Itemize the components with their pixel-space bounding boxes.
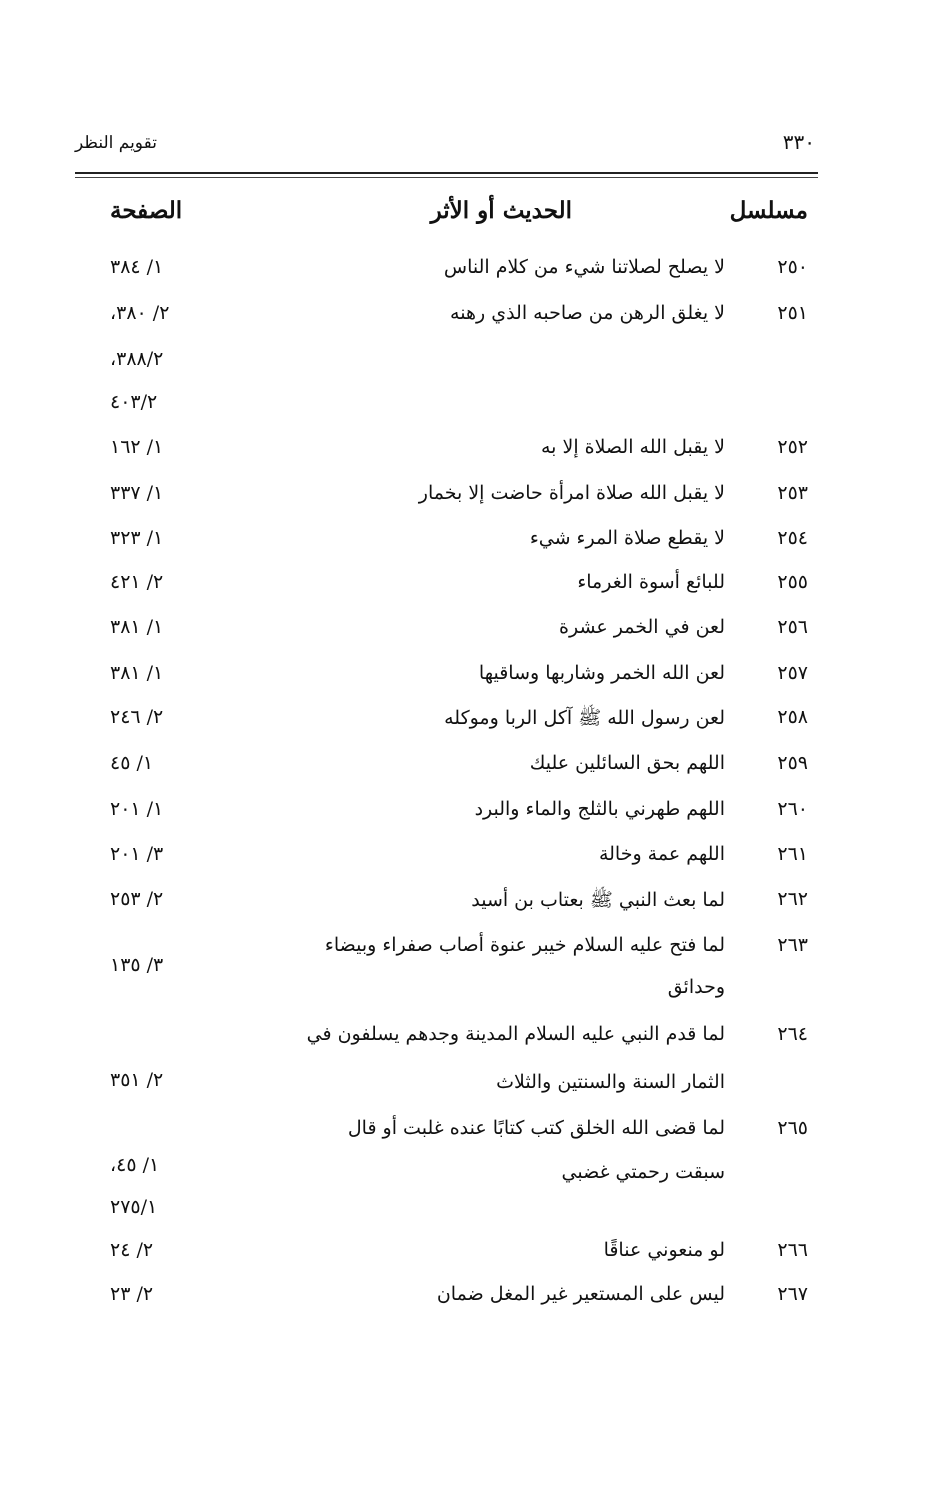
serial-number: ٢٥٣ bbox=[777, 482, 808, 504]
hadith-text: اللهم عمة وخالة bbox=[598, 843, 725, 865]
serial-number: ٢٦٧ bbox=[777, 1283, 808, 1305]
hadith-text: لما بعث النبي ﷺ بعتاب بن أسيد bbox=[471, 889, 725, 911]
serial-number: ٢٦٣ bbox=[777, 934, 808, 956]
page-reference: ،٣٨٠ /٢ bbox=[110, 302, 170, 324]
serial-number: ٢٥٤ bbox=[777, 527, 808, 549]
page-number: ٣٣٠ bbox=[782, 130, 815, 154]
serial-number: ٢٥٥ bbox=[777, 571, 808, 593]
hadith-text: سبقت رحمتي غضبي bbox=[561, 1161, 725, 1183]
page-reference: ٣٢٣ /١ bbox=[110, 527, 164, 549]
page-reference: ٢٥٣ /٢ bbox=[110, 888, 164, 910]
column-header-serial: مسلسل bbox=[729, 197, 808, 224]
hadith-text: لعن في الخمر عشرة bbox=[559, 616, 725, 638]
serial-number: ٢٥٢ bbox=[777, 436, 808, 458]
hadith-text: لا يقبل الله صلاة امرأة حاضت إلا بخمار bbox=[418, 482, 725, 504]
hadith-text: اللهم طهرني بالثلج والماء والبرد bbox=[474, 798, 725, 820]
page-reference: ٢٤ /٢ bbox=[110, 1239, 154, 1261]
serial-number: ٢٥٧ bbox=[777, 662, 808, 684]
hadith-text: لا يقطع صلاة المرء شيء bbox=[529, 527, 725, 549]
page-reference: ٢٣ /٢ bbox=[110, 1283, 154, 1305]
serial-number: ٢٥٠ bbox=[777, 256, 808, 278]
hadith-text: لو منعوني عناقًا bbox=[603, 1239, 725, 1261]
page-reference: ٣٥١ /٢ bbox=[110, 1069, 164, 1091]
page-reference: ٣٣٧ /١ bbox=[110, 482, 164, 504]
page-reference: ٢٠١ /١ bbox=[110, 798, 164, 820]
hadith-text: لعن الله الخمر وشاربها وساقيها bbox=[478, 662, 725, 684]
serial-number: ٢٦٢ bbox=[777, 888, 808, 910]
page-reference: ،٣٨٨/٢ bbox=[110, 348, 164, 370]
header-rule bbox=[75, 172, 818, 174]
column-header-text: الحديث أو الأثر bbox=[430, 197, 572, 224]
page-reference: ٤٢١ /٢ bbox=[110, 571, 164, 593]
page-reference: ٢٧٥/١ bbox=[110, 1196, 158, 1218]
serial-number: ٢٦٥ bbox=[777, 1117, 808, 1139]
hadith-text: لما فتح عليه السلام خيبر عنوة أصاب صفراء وبيضاء bbox=[324, 934, 725, 956]
header-rule-thin bbox=[75, 177, 818, 178]
page-reference: ٢٠١ /٣ bbox=[110, 843, 164, 865]
page-reference: ٣٨٤ /١ bbox=[110, 256, 164, 278]
serial-number: ٢٥٨ bbox=[777, 706, 808, 728]
serial-number: ٢٦٠ bbox=[777, 798, 808, 820]
page-reference: ١٦٢ /١ bbox=[110, 436, 164, 458]
hadith-text: لعن رسول الله ﷺ آكل الربا وموكله bbox=[444, 707, 725, 729]
hadith-text: اللهم بحق السائلين عليك bbox=[529, 752, 725, 774]
serial-number: ٢٦٦ bbox=[777, 1239, 808, 1261]
running-title: تقويم النظر bbox=[75, 133, 157, 153]
page-reference: ٤٠٣/٢ bbox=[110, 391, 158, 413]
serial-number: ٢٥١ bbox=[777, 302, 808, 324]
hadith-text: الثمار السنة والسنتين والثلاث bbox=[496, 1071, 725, 1093]
page-reference: ١٣٥ /٣ bbox=[110, 954, 164, 976]
hadith-text: لا يقبل الله الصلاة إلا به bbox=[540, 436, 725, 458]
serial-number: ٢٦١ bbox=[777, 843, 808, 865]
hadith-text: لا يصلح لصلاتنا شيء من كلام الناس bbox=[443, 256, 725, 278]
hadith-text: للبائع أسوة الغرماء bbox=[577, 571, 725, 593]
page-reference: ٤٥ /١ bbox=[110, 752, 154, 774]
hadith-text: لا يغلق الرهن من صاحبه الذي رهنه bbox=[450, 302, 725, 324]
hadith-text: لما قدم النبي عليه السلام المدينة وجدهم يسلفون في bbox=[306, 1023, 725, 1045]
page-reference: ٢٤٦ /٢ bbox=[110, 706, 164, 728]
page-reference: ٣٨١ /١ bbox=[110, 662, 164, 684]
hadith-text: وحدائق bbox=[667, 976, 725, 998]
serial-number: ٢٥٦ bbox=[777, 616, 808, 638]
hadith-text: ليس على المستعير غير المغل ضمان bbox=[436, 1283, 725, 1305]
column-header-page: الصفحة bbox=[110, 197, 183, 224]
serial-number: ٢٥٩ bbox=[777, 752, 808, 774]
serial-number: ٢٦٤ bbox=[777, 1023, 808, 1045]
page-reference: ٣٨١ /١ bbox=[110, 616, 164, 638]
hadith-text: لما قضى الله الخلق كتب كتابًا عنده غلبت أو قال bbox=[347, 1117, 725, 1139]
page-reference: ،٤٥ /١ bbox=[110, 1154, 160, 1176]
